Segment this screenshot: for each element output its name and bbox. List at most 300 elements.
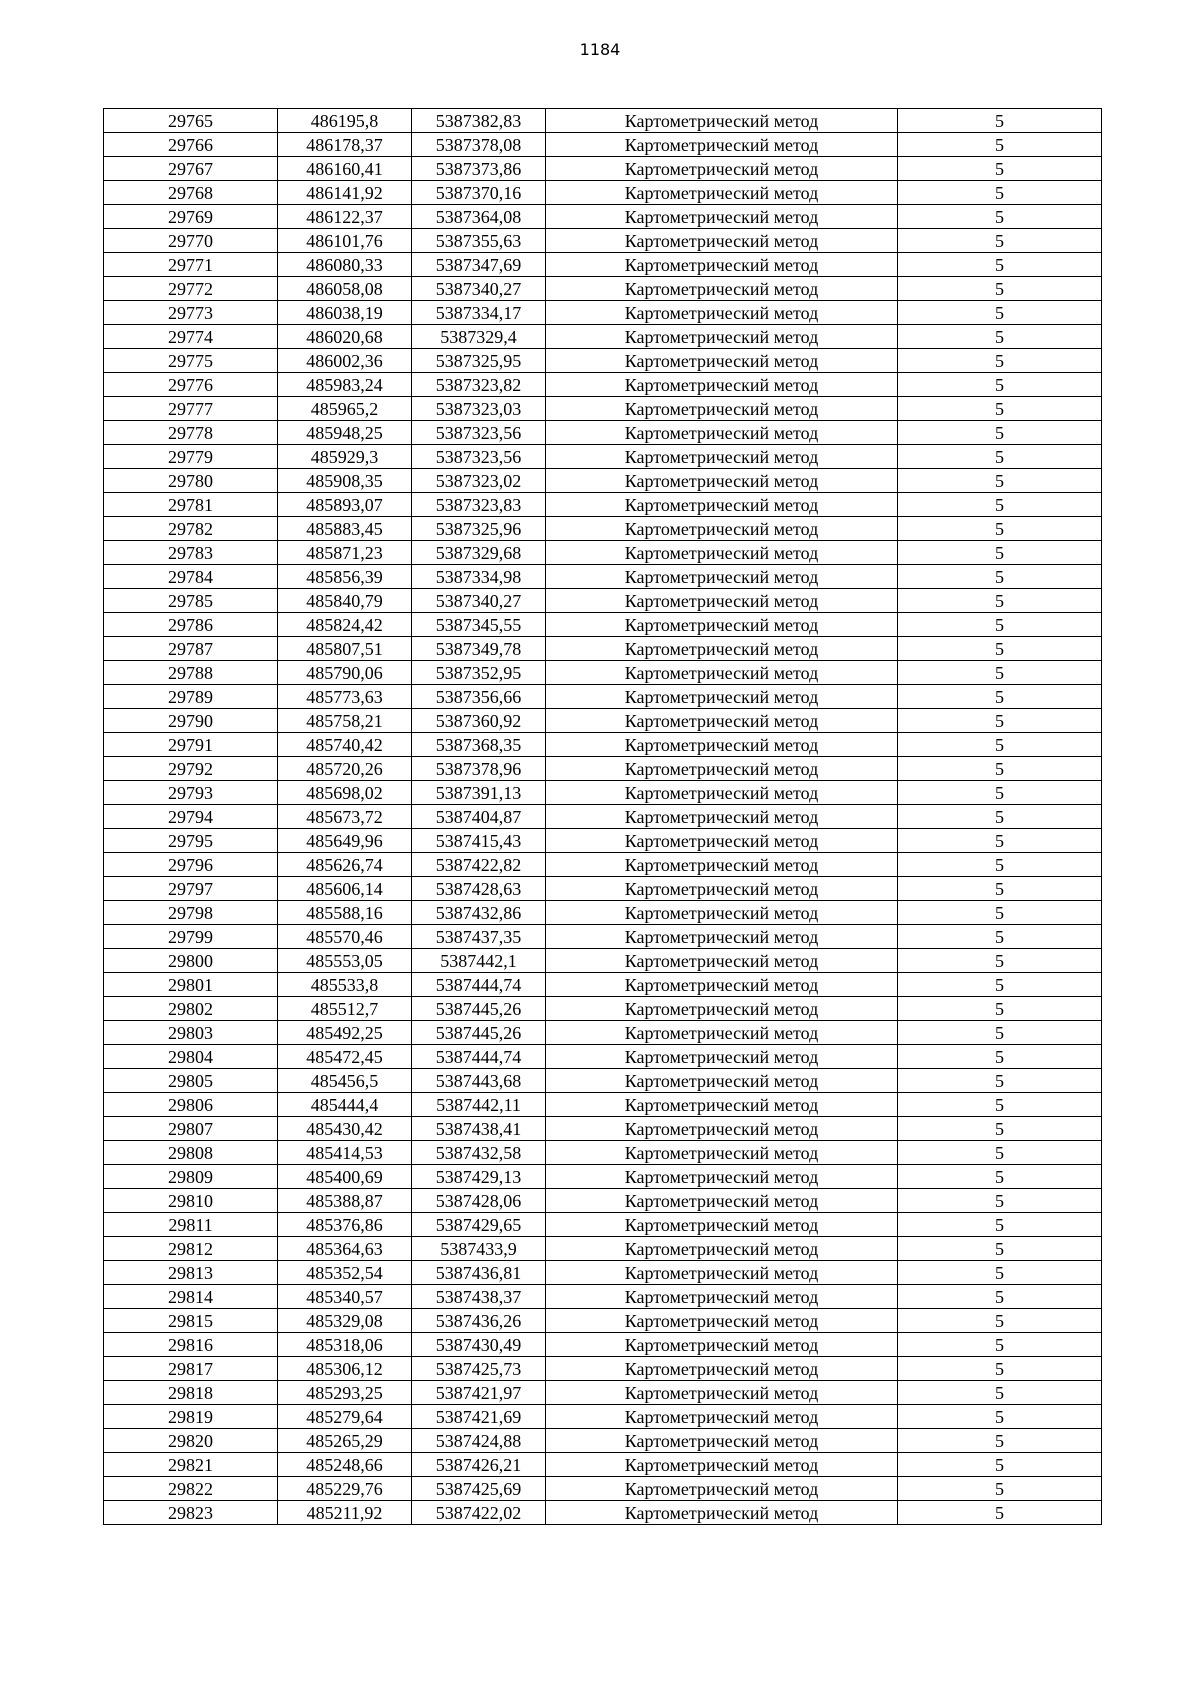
x-coordinate-cell: 485790,06 [278,661,412,685]
method-cell: Картометрический метод [546,565,898,589]
point-number-cell: 29783 [104,541,278,565]
y-coordinate-cell: 5387430,49 [412,1333,546,1357]
x-coordinate-cell: 485293,25 [278,1381,412,1405]
method-cell: Картометрический метод [546,541,898,565]
point-number-cell: 29799 [104,925,278,949]
x-coordinate-cell: 486101,76 [278,229,412,253]
point-number-cell: 29786 [104,613,278,637]
accuracy-cell: 5 [898,229,1102,253]
table-row [104,445,1102,469]
method-cell: Картометрический метод [546,1333,898,1357]
method-cell: Картометрический метод [546,229,898,253]
y-coordinate-cell: 5387422,02 [412,1501,546,1525]
y-coordinate-cell: 5387323,56 [412,421,546,445]
method-cell: Картометрический метод [546,469,898,493]
y-coordinate-cell: 5387444,74 [412,973,546,997]
method-cell: Картометрический метод [546,1213,898,1237]
x-coordinate-cell: 486141,92 [278,181,412,205]
x-coordinate-cell: 485626,74 [278,853,412,877]
point-number-cell: 29766 [104,133,278,157]
point-number-cell: 29809 [104,1165,278,1189]
x-coordinate-cell: 485893,07 [278,493,412,517]
point-number-cell: 29778 [104,421,278,445]
y-coordinate-cell: 5387442,11 [412,1093,546,1117]
x-coordinate-cell: 485908,35 [278,469,412,493]
accuracy-cell: 5 [898,1333,1102,1357]
table-row [104,1189,1102,1213]
x-coordinate-cell: 485512,7 [278,997,412,1021]
point-number-cell: 29780 [104,469,278,493]
y-coordinate-cell: 5387442,1 [412,949,546,973]
x-coordinate-cell: 485773,63 [278,685,412,709]
method-cell: Картометрический метод [546,877,898,901]
x-coordinate-cell: 486020,68 [278,325,412,349]
x-coordinate-cell: 485472,45 [278,1045,412,1069]
y-coordinate-cell: 5387323,82 [412,373,546,397]
accuracy-cell: 5 [898,1285,1102,1309]
method-cell: Картометрический метод [546,1309,898,1333]
point-number-cell: 29813 [104,1261,278,1285]
method-cell: Картометрический метод [546,709,898,733]
accuracy-cell: 5 [898,277,1102,301]
accuracy-cell: 5 [898,733,1102,757]
method-cell: Картометрический метод [546,949,898,973]
y-coordinate-cell: 5387373,86 [412,157,546,181]
accuracy-cell: 5 [898,1117,1102,1141]
point-number-cell: 29765 [104,109,278,133]
table-row [104,229,1102,253]
accuracy-cell: 5 [898,1405,1102,1429]
method-cell: Картометрический метод [546,1141,898,1165]
table-row [104,1501,1102,1525]
y-coordinate-cell: 5387425,69 [412,1477,546,1501]
point-number-cell: 29805 [104,1069,278,1093]
table-row [104,1141,1102,1165]
accuracy-cell: 5 [898,781,1102,805]
method-cell: Картометрический метод [546,613,898,637]
x-coordinate-cell: 485492,25 [278,1021,412,1045]
method-cell: Картометрический метод [546,133,898,157]
point-number-cell: 29806 [104,1093,278,1117]
y-coordinate-cell: 5387323,02 [412,469,546,493]
x-coordinate-cell: 485698,02 [278,781,412,805]
method-cell: Картометрический метод [546,733,898,757]
method-cell: Картометрический метод [546,1189,898,1213]
y-coordinate-cell: 5387432,86 [412,901,546,925]
accuracy-cell: 5 [898,1501,1102,1525]
accuracy-cell: 5 [898,1021,1102,1045]
method-cell: Картометрический метод [546,1237,898,1261]
accuracy-cell: 5 [898,133,1102,157]
method-cell: Картометрический метод [546,1405,898,1429]
method-cell: Картометрический метод [546,589,898,613]
accuracy-cell: 5 [898,253,1102,277]
x-coordinate-cell: 486122,37 [278,205,412,229]
x-coordinate-cell: 485414,53 [278,1141,412,1165]
table-row [104,1069,1102,1093]
table-row [104,661,1102,685]
x-coordinate-cell: 485400,69 [278,1165,412,1189]
accuracy-cell: 5 [898,517,1102,541]
method-cell: Картометрический метод [546,829,898,853]
x-coordinate-cell: 485840,79 [278,589,412,613]
point-number-cell: 29788 [104,661,278,685]
accuracy-cell: 5 [898,877,1102,901]
accuracy-cell: 5 [898,853,1102,877]
method-cell: Картометрический метод [546,1093,898,1117]
y-coordinate-cell: 5387415,43 [412,829,546,853]
accuracy-cell: 5 [898,325,1102,349]
y-coordinate-cell: 5387426,21 [412,1453,546,1477]
y-coordinate-cell: 5387355,63 [412,229,546,253]
point-number-cell: 29782 [104,517,278,541]
y-coordinate-cell: 5387391,13 [412,781,546,805]
accuracy-cell: 5 [898,373,1102,397]
table-row [104,325,1102,349]
point-number-cell: 29771 [104,253,278,277]
y-coordinate-cell: 5387368,35 [412,733,546,757]
x-coordinate-cell: 485856,39 [278,565,412,589]
method-cell: Картометрический метод [546,157,898,181]
method-cell: Картометрический метод [546,1165,898,1189]
accuracy-cell: 5 [898,1381,1102,1405]
point-number-cell: 29802 [104,997,278,1021]
method-cell: Картометрический метод [546,109,898,133]
x-coordinate-cell: 485649,96 [278,829,412,853]
point-number-cell: 29818 [104,1381,278,1405]
accuracy-cell: 5 [898,1069,1102,1093]
table-row [104,469,1102,493]
table-row [104,901,1102,925]
x-coordinate-cell: 486038,19 [278,301,412,325]
x-coordinate-cell: 485553,05 [278,949,412,973]
y-coordinate-cell: 5387360,92 [412,709,546,733]
y-coordinate-cell: 5387329,68 [412,541,546,565]
table-row [104,565,1102,589]
y-coordinate-cell: 5387438,37 [412,1285,546,1309]
y-coordinate-cell: 5387436,81 [412,1261,546,1285]
y-coordinate-cell: 5387404,87 [412,805,546,829]
table-row [104,397,1102,421]
accuracy-cell: 5 [898,349,1102,373]
x-coordinate-cell: 485318,06 [278,1333,412,1357]
method-cell: Картометрический метод [546,1501,898,1525]
point-number-cell: 29819 [104,1405,278,1429]
accuracy-cell: 5 [898,1213,1102,1237]
y-coordinate-cell: 5387323,03 [412,397,546,421]
x-coordinate-cell: 485740,42 [278,733,412,757]
coordinates-table [103,108,1102,1525]
table-row [104,1285,1102,1309]
y-coordinate-cell: 5387421,97 [412,1381,546,1405]
y-coordinate-cell: 5387370,16 [412,181,546,205]
table-row [104,1309,1102,1333]
x-coordinate-cell: 485824,42 [278,613,412,637]
method-cell: Картометрический метод [546,997,898,1021]
method-cell: Картометрический метод [546,973,898,997]
point-number-cell: 29792 [104,757,278,781]
x-coordinate-cell: 485533,8 [278,973,412,997]
accuracy-cell: 5 [898,1357,1102,1381]
table-row [104,205,1102,229]
method-cell: Картометрический метод [546,685,898,709]
point-number-cell: 29770 [104,229,278,253]
x-coordinate-cell: 485871,23 [278,541,412,565]
accuracy-cell: 5 [898,1477,1102,1501]
y-coordinate-cell: 5387428,06 [412,1189,546,1213]
y-coordinate-cell: 5387340,27 [412,277,546,301]
point-number-cell: 29775 [104,349,278,373]
x-coordinate-cell: 485720,26 [278,757,412,781]
point-number-cell: 29777 [104,397,278,421]
y-coordinate-cell: 5387334,17 [412,301,546,325]
method-cell: Картометрический метод [546,253,898,277]
point-number-cell: 29776 [104,373,278,397]
table-row [104,1213,1102,1237]
accuracy-cell: 5 [898,541,1102,565]
table-body [104,109,1102,1525]
x-coordinate-cell: 485352,54 [278,1261,412,1285]
y-coordinate-cell: 5387378,08 [412,133,546,157]
x-coordinate-cell: 486195,8 [278,109,412,133]
y-coordinate-cell: 5387349,78 [412,637,546,661]
table-row [104,1477,1102,1501]
y-coordinate-cell: 5387424,88 [412,1429,546,1453]
point-number-cell: 29804 [104,1045,278,1069]
accuracy-cell: 5 [898,493,1102,517]
table-row [104,373,1102,397]
accuracy-cell: 5 [898,469,1102,493]
point-number-cell: 29801 [104,973,278,997]
accuracy-cell: 5 [898,805,1102,829]
method-cell: Картометрический метод [546,901,898,925]
y-coordinate-cell: 5387422,82 [412,853,546,877]
x-coordinate-cell: 485456,5 [278,1069,412,1093]
method-cell: Картометрический метод [546,1021,898,1045]
y-coordinate-cell: 5387329,4 [412,325,546,349]
table-row [104,781,1102,805]
table-row [104,1045,1102,1069]
table-row [104,1405,1102,1429]
table-row [104,181,1102,205]
point-number-cell: 29794 [104,805,278,829]
point-number-cell: 29803 [104,1021,278,1045]
table-row [104,301,1102,325]
y-coordinate-cell: 5387445,26 [412,1021,546,1045]
table-row [104,109,1102,133]
accuracy-cell: 5 [898,565,1102,589]
x-coordinate-cell: 485758,21 [278,709,412,733]
y-coordinate-cell: 5387323,56 [412,445,546,469]
table-row [104,1237,1102,1261]
point-number-cell: 29816 [104,1333,278,1357]
y-coordinate-cell: 5387325,96 [412,517,546,541]
x-coordinate-cell: 485606,14 [278,877,412,901]
method-cell: Картометрический метод [546,1477,898,1501]
method-cell: Картометрический метод [546,1261,898,1285]
table-row [104,757,1102,781]
y-coordinate-cell: 5387428,63 [412,877,546,901]
method-cell: Картометрический метод [546,205,898,229]
x-coordinate-cell: 485673,72 [278,805,412,829]
y-coordinate-cell: 5387334,98 [412,565,546,589]
point-number-cell: 29817 [104,1357,278,1381]
method-cell: Картометрический метод [546,349,898,373]
accuracy-cell: 5 [898,613,1102,637]
table-row [104,421,1102,445]
point-number-cell: 29784 [104,565,278,589]
accuracy-cell: 5 [898,1429,1102,1453]
x-coordinate-cell: 485948,25 [278,421,412,445]
point-number-cell: 29790 [104,709,278,733]
accuracy-cell: 5 [898,1189,1102,1213]
method-cell: Картометрический метод [546,781,898,805]
x-coordinate-cell: 485340,57 [278,1285,412,1309]
point-number-cell: 29808 [104,1141,278,1165]
point-number-cell: 29767 [104,157,278,181]
table-row [104,1333,1102,1357]
accuracy-cell: 5 [898,1141,1102,1165]
table-row [104,1429,1102,1453]
method-cell: Картометрический метод [546,301,898,325]
accuracy-cell: 5 [898,757,1102,781]
point-number-cell: 29779 [104,445,278,469]
x-coordinate-cell: 485883,45 [278,517,412,541]
table-row [104,1165,1102,1189]
method-cell: Картометрический метод [546,277,898,301]
table-row [104,349,1102,373]
method-cell: Картометрический метод [546,181,898,205]
y-coordinate-cell: 5387325,95 [412,349,546,373]
accuracy-cell: 5 [898,397,1102,421]
accuracy-cell: 5 [898,1261,1102,1285]
accuracy-cell: 5 [898,1453,1102,1477]
point-number-cell: 29811 [104,1213,278,1237]
accuracy-cell: 5 [898,205,1102,229]
y-coordinate-cell: 5387445,26 [412,997,546,1021]
table-row [104,133,1102,157]
y-coordinate-cell: 5387443,68 [412,1069,546,1093]
x-coordinate-cell: 485983,24 [278,373,412,397]
point-number-cell: 29820 [104,1429,278,1453]
point-number-cell: 29769 [104,205,278,229]
accuracy-cell: 5 [898,157,1102,181]
method-cell: Картометрический метод [546,493,898,517]
point-number-cell: 29772 [104,277,278,301]
y-coordinate-cell: 5387378,96 [412,757,546,781]
table-row [104,949,1102,973]
y-coordinate-cell: 5387382,83 [412,109,546,133]
table-row [104,829,1102,853]
point-number-cell: 29822 [104,1477,278,1501]
x-coordinate-cell: 485588,16 [278,901,412,925]
method-cell: Картометрический метод [546,517,898,541]
method-cell: Картометрический метод [546,1285,898,1309]
x-coordinate-cell: 485211,92 [278,1501,412,1525]
y-coordinate-cell: 5387347,69 [412,253,546,277]
accuracy-cell: 5 [898,1237,1102,1261]
point-number-cell: 29798 [104,901,278,925]
point-number-cell: 29785 [104,589,278,613]
accuracy-cell: 5 [898,949,1102,973]
table-row [104,157,1102,181]
table-row [104,541,1102,565]
point-number-cell: 29795 [104,829,278,853]
x-coordinate-cell: 485965,2 [278,397,412,421]
x-coordinate-cell: 485444,4 [278,1093,412,1117]
method-cell: Картометрический метод [546,1069,898,1093]
y-coordinate-cell: 5387429,65 [412,1213,546,1237]
table-row [104,997,1102,1021]
x-coordinate-cell: 485306,12 [278,1357,412,1381]
method-cell: Картометрический метод [546,1045,898,1069]
method-cell: Картометрический метод [546,373,898,397]
page-number: 1184 [579,40,621,59]
point-number-cell: 29812 [104,1237,278,1261]
point-number-cell: 29797 [104,877,278,901]
table-row [104,1093,1102,1117]
table-row [104,613,1102,637]
table-row [104,589,1102,613]
x-coordinate-cell: 485364,63 [278,1237,412,1261]
point-number-cell: 29807 [104,1117,278,1141]
method-cell: Картометрический метод [546,1453,898,1477]
x-coordinate-cell: 485229,76 [278,1477,412,1501]
table-row [104,517,1102,541]
table-row [104,1453,1102,1477]
y-coordinate-cell: 5387432,58 [412,1141,546,1165]
point-number-cell: 29810 [104,1189,278,1213]
x-coordinate-cell: 486160,41 [278,157,412,181]
method-cell: Картометрический метод [546,1117,898,1141]
point-number-cell: 29815 [104,1309,278,1333]
x-coordinate-cell: 485376,86 [278,1213,412,1237]
point-number-cell: 29796 [104,853,278,877]
table-row [104,853,1102,877]
point-number-cell: 29774 [104,325,278,349]
accuracy-cell: 5 [898,685,1102,709]
x-coordinate-cell: 486080,33 [278,253,412,277]
accuracy-cell: 5 [898,709,1102,733]
accuracy-cell: 5 [898,109,1102,133]
y-coordinate-cell: 5387436,26 [412,1309,546,1333]
method-cell: Картометрический метод [546,637,898,661]
accuracy-cell: 5 [898,445,1102,469]
method-cell: Картометрический метод [546,853,898,877]
y-coordinate-cell: 5387345,55 [412,613,546,637]
y-coordinate-cell: 5387340,27 [412,589,546,613]
point-number-cell: 29800 [104,949,278,973]
table-row [104,493,1102,517]
accuracy-cell: 5 [898,637,1102,661]
accuracy-cell: 5 [898,997,1102,1021]
table-row [104,1357,1102,1381]
accuracy-cell: 5 [898,1165,1102,1189]
method-cell: Картометрический метод [546,661,898,685]
table-row [104,877,1102,901]
y-coordinate-cell: 5387429,13 [412,1165,546,1189]
x-coordinate-cell: 485248,66 [278,1453,412,1477]
y-coordinate-cell: 5387352,95 [412,661,546,685]
y-coordinate-cell: 5387438,41 [412,1117,546,1141]
method-cell: Картометрический метод [546,445,898,469]
accuracy-cell: 5 [898,901,1102,925]
point-number-cell: 29787 [104,637,278,661]
x-coordinate-cell: 485279,64 [278,1405,412,1429]
table-row [104,637,1102,661]
method-cell: Картометрический метод [546,757,898,781]
method-cell: Картометрический метод [546,805,898,829]
